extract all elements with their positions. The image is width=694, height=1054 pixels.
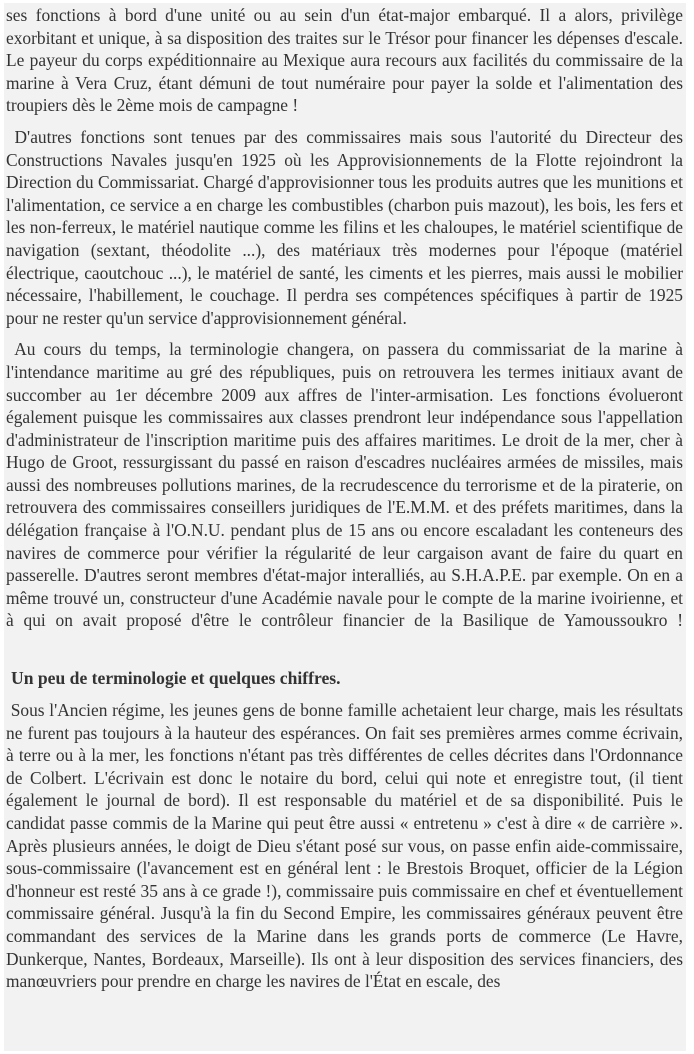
paragraph-bord-unite: ses fonctions à bord d'une unité ou au sein d'un état-major embarqué. Il a alors, privilège exorbitant et unique, à sa disposition des traites sur le Trésor pour financer les dépenses d'escale. Le payeur du corps expéditionnaire au Mexique aura recours aux facilités du commissaire de la marine à Vera Cruz, étant démuni de tout numéraire pour payer la solde et l'alimentation des troupiers dès le 2ème mois de campagne ! bbox=[6, 5, 683, 116]
paragraph-ancien-regime: Sous l'Ancien régime, les jeunes gens de bonne famille achetaient leur charge, mais les résultats ne furent pas toujours à la hauteur des espérances. On fait ses premières armes comme écrivain, à terre ou à la mer, les fonctions n'étant pas très différentes de celles décrites dans l'Ordonnance de Colbert. L'écrivain est donc le notaire du bord, celui qui note et enregistre tout, (il tient également le journal de bord). Il est responsable du matériel et de sa disponibilité. Puis le candidat passe commis de la Marine qui peut être aussi « entretenu » c'est à dire « de carrière ». Après plusieurs années, le doigt de Dieu s'étant posé sur vous, on passe enfin aide-commissaire, sous-commissaire (l'avancement est en général lent : le Brestois Broquet, officier de la Légion d'honneur est resté 35 ans à ce grade !), commissaire puis commissaire en chef et éventuellement commissaire général. Jusqu'à la fin du Second Empire, les commissaires généraux peuvent être commandant des services de la Marine dans les grands ports de commerce (Le Havre, Dunkerque, Nantes, Bordeaux, Marseille). Ils ont à leur disposition des services financiers, des manœuvriers pour prendre en charge les navires de l'État en escale, des bbox=[6, 700, 683, 992]
paragraph-terminologie-evolution: Au cours du temps, la terminologie changera, on passera du commissariat de la marine à l'intendance maritime au gré des républiques, puis on retrouvera les termes initiaux avant de succomber au 1er décembre 2009 aux affres de l'inter-armisation. Les fonctions évolueront également puisque les commissaires aux classes prendront leur indépendance sous l'appellation d'administrateur de l'inscription maritime puis des affaires maritimes. Le droit de la mer, cher à Hugo de Groot, ressurgissant du passé en raison d'escadres nucléaires armées de missiles, mais aussi des nombreuses pollutions marines, de la recrudescence du terrorisme et de la piraterie, on retrouvera des commissaires conseillers juridiques de l'E.M.M. et des préfets maritimes, dans la délégation française à l'O.N.U. pendant plus de 15 ans ou encore escaladant les conteneurs des navires de commerce pour vérifier la régularité de leur cargaison avant de faire du quart en passerelle. D'autres seront membres d'état-major interalliés, au S.H.A.P.E. par exemple. On en a même trouvé un, constructeur d'une Académie navale pour le compte de la marine ivoirienne, et à qui on avait proposé d'être le contrôleur financier de la Basilique de Yamoussoukro ! bbox=[6, 339, 683, 631]
section-heading: Un peu de terminologie et quelques chiffres. bbox=[11, 668, 341, 689]
paragraph-constructions-navales: D'autres fonctions sont tenues par des commissaires mais sous l'autorité du Directeur des Constructions Navales jusqu'en 1925 où les Approvisionnements de la Flotte rejoindront la Direction du Commissariat. Chargé d'approvisionner tous les produits autres que les munitions et l'alimentation, ce service a en charge les combustibles (charbon puis mazout), les bois, les fers et les non-ferreux, le matériel nautique comme les filins et les chaloupes, le matériel scientifique de navigation (sextant, théodolite ...), des matériaux très modernes pour l'époque (matériel électrique, caoutchouc ...), le matériel de santé, les ciments et les pierres, mais aussi le mobilier nécessaire, l'habillement, le couchage. Il perdra ses compétences spécifiques à partir de 1925 pour ne rester qu'un service d'approvisionnement général. bbox=[6, 126, 683, 328]
article-container bbox=[4, 3, 686, 1051]
section-spacer bbox=[6, 641, 683, 665]
article-body bbox=[4, 4, 686, 993]
